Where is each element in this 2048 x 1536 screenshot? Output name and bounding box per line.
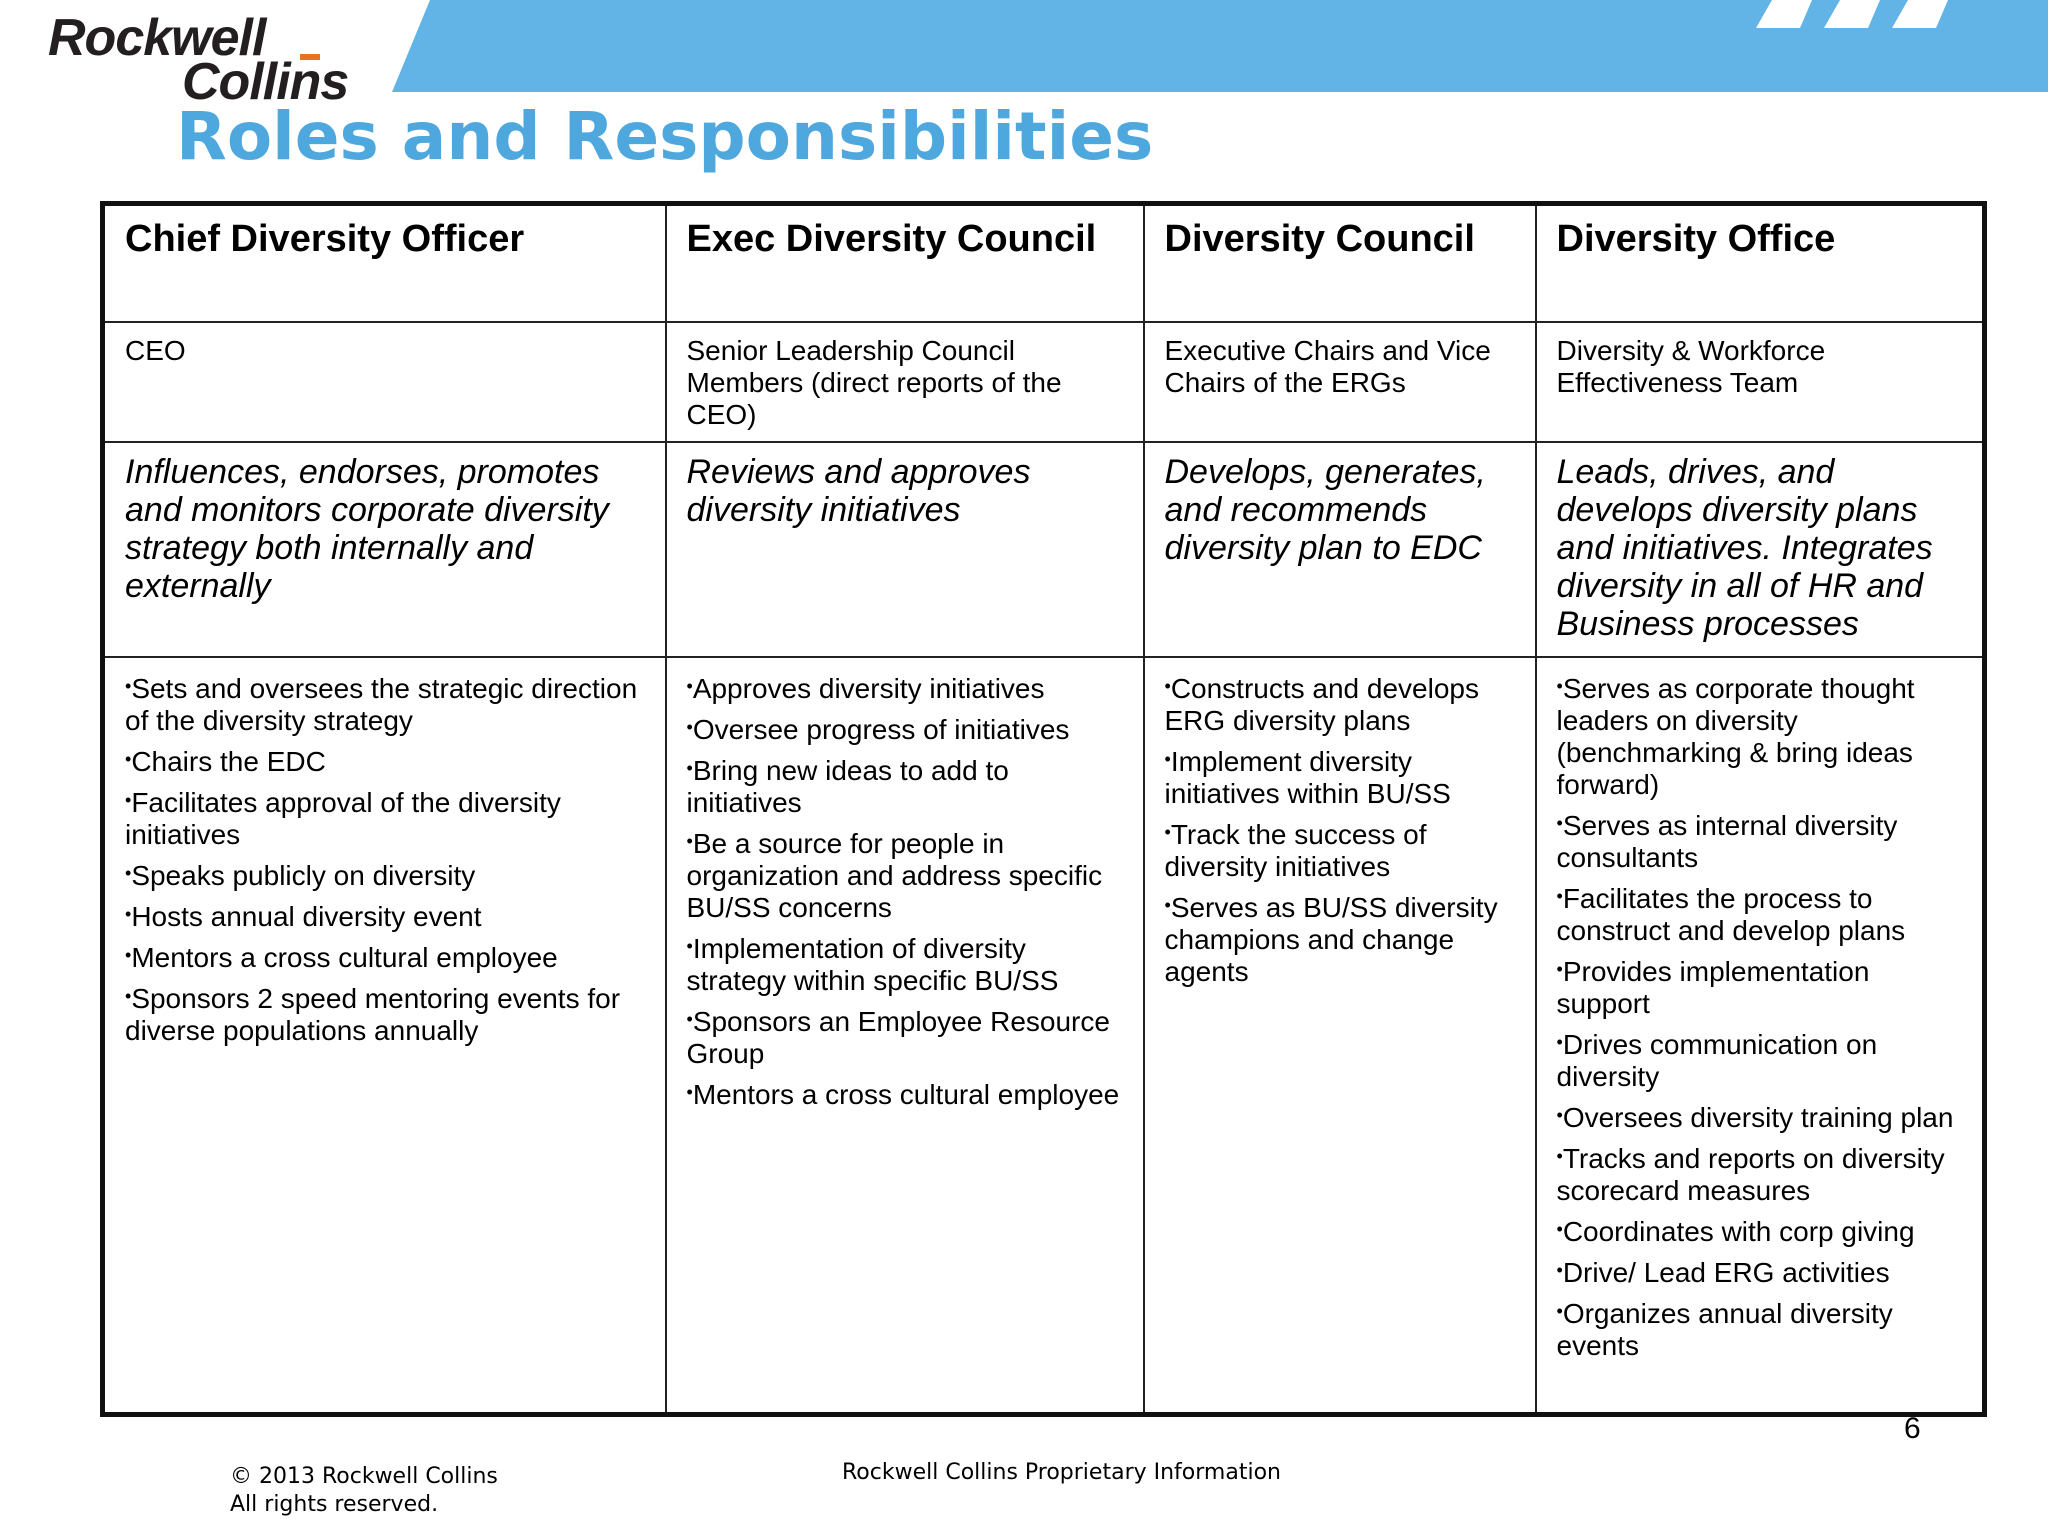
- role-summary-cell: Develops, generates, and recommends diversity plan to EDC: [1144, 442, 1536, 657]
- column-header-exec-diversity-council: Exec Diversity Council: [666, 204, 1144, 322]
- responsibility-item: • Facilitates approval of the diversity initiatives: [125, 784, 645, 851]
- responsibility-item: • Organizes annual diversity events: [1557, 1295, 1963, 1362]
- copyright-notice: [230, 1463, 498, 1519]
- responsibility-item: • Mentors a cross cultural employee: [125, 939, 645, 974]
- members-cell: Diversity & Workforce Effectiveness Team: [1536, 322, 1985, 442]
- column-header-diversity-office: Diversity Office: [1536, 204, 1985, 322]
- responsibility-item: • Serves as BU/SS diversity champions and change agents: [1165, 889, 1515, 988]
- responsibility-item: • Oversee progress of initiatives: [687, 711, 1123, 746]
- responsibility-item: • Bring new ideas to add to initiatives: [687, 752, 1123, 819]
- header-row: [103, 204, 1985, 322]
- responsibility-item: • Coordinates with corp giving: [1557, 1213, 1963, 1248]
- company-logo: [48, 6, 378, 111]
- responsibilities-row: [103, 657, 1985, 1415]
- column-header-chief-diversity-officer: Chief Diversity Officer: [103, 204, 666, 322]
- page-title: Roles and Responsibilities: [176, 98, 1154, 175]
- responsibility-item: • Constructs and develops ERG diversity plans: [1165, 670, 1515, 737]
- logo-text-line2: Collins: [182, 53, 349, 111]
- responsibilities-cell: [103, 657, 666, 1415]
- page-number: 6: [1904, 1412, 1921, 1445]
- responsibility-list: [687, 670, 1123, 1111]
- role-summary-cell: Leads, drives, and develops diversity plans and initiatives. Integrates diversity in all of HR and Business processes: [1536, 442, 1985, 657]
- responsibility-item: • Sponsors 2 speed mentoring events for diverse populations annually: [125, 980, 645, 1047]
- responsibility-item: • Drives communication on diversity: [1557, 1026, 1963, 1093]
- responsibility-item: • Facilitates the process to construct and develop plans: [1557, 880, 1963, 947]
- logo-text-line1: Rockwell: [48, 9, 266, 67]
- responsibilities-cell: [666, 657, 1144, 1415]
- responsibility-item: • Serves as internal diversity consultants: [1557, 807, 1963, 874]
- role-summary-cell: Influences, endorses, promotes and monitors corporate diversity strategy both internally and externally: [103, 442, 666, 657]
- responsibility-item: • Serves as corporate thought leaders on diversity (benchmarking & bring ideas forward): [1557, 670, 1963, 801]
- responsibility-item: • Mentors a cross cultural employee: [687, 1076, 1123, 1111]
- members-cell: Executive Chairs and Vice Chairs of the ERGs: [1144, 322, 1536, 442]
- responsibility-item: • Drive/ Lead ERG activities: [1557, 1254, 1963, 1289]
- responsibility-item: • Sets and oversees the strategic direction of the diversity strategy: [125, 670, 645, 737]
- proprietary-notice: Rockwell Collins Proprietary Information: [842, 1460, 1281, 1485]
- responsibility-item: • Tracks and reports on diversity scorecard measures: [1557, 1140, 1963, 1207]
- responsibility-list: [125, 670, 645, 1047]
- role-summary-row: [103, 442, 1985, 657]
- responsibilities-cell: [1144, 657, 1536, 1415]
- responsibility-item: • Be a source for people in organization and address specific BU/SS concerns: [687, 825, 1123, 924]
- members-cell: CEO: [103, 322, 666, 442]
- responsibility-item: • Provides implementation support: [1557, 953, 1963, 1020]
- responsibility-item: • Implementation of diversity strategy within specific BU/SS: [687, 930, 1123, 997]
- responsibility-item: • Sponsors an Employee Resource Group: [687, 1003, 1123, 1070]
- responsibility-item: • Approves diversity initiatives: [687, 670, 1123, 705]
- responsibilities-cell: [1536, 657, 1985, 1415]
- roles-table: [100, 201, 1987, 1417]
- column-header-diversity-council: Diversity Council: [1144, 204, 1536, 322]
- responsibility-list: [1165, 670, 1515, 988]
- responsibility-item: • Oversees diversity training plan: [1557, 1099, 1963, 1134]
- members-cell: Senior Leadership Council Members (direct reports of the CEO): [666, 322, 1144, 442]
- copyright-line: © 2013 Rockwell Collins: [230, 1464, 498, 1489]
- responsibility-list: [1557, 670, 1963, 1362]
- members-row: [103, 322, 1985, 442]
- responsibility-item: • Hosts annual diversity event: [125, 898, 645, 933]
- responsibility-item: • Speaks publicly on diversity: [125, 857, 645, 892]
- responsibility-item: • Track the success of diversity initiatives: [1165, 816, 1515, 883]
- role-summary-cell: Reviews and approves diversity initiatives: [666, 442, 1144, 657]
- responsibility-item: • Chairs the EDC: [125, 743, 645, 778]
- rights-line: All rights reserved.: [230, 1492, 439, 1517]
- responsibility-item: • Implement diversity initiatives within BU/SS: [1165, 743, 1515, 810]
